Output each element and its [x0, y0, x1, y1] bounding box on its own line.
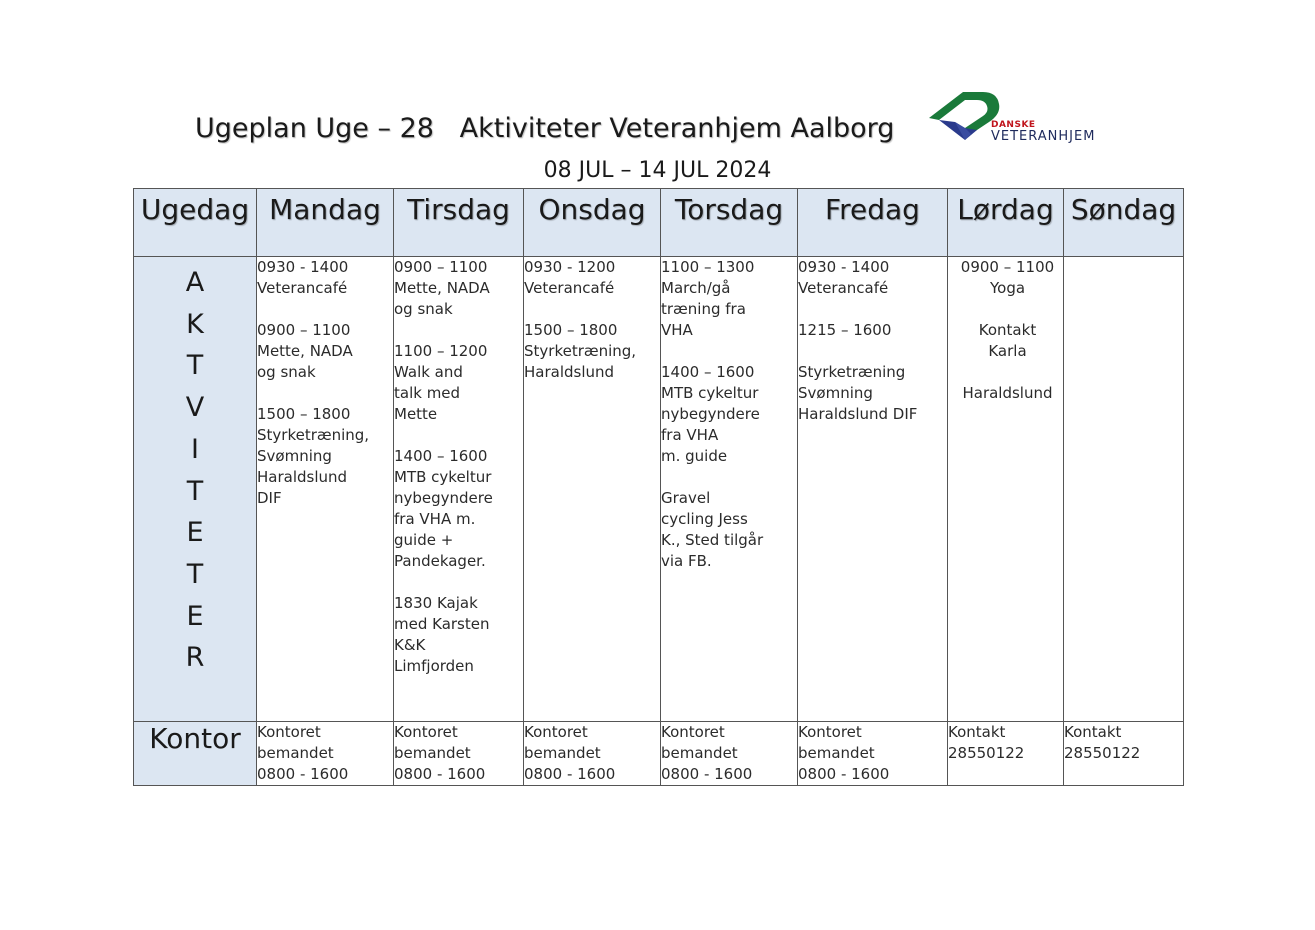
office-lordag: Kontakt 28550122 — [948, 722, 1064, 786]
activities-letter: I — [191, 433, 199, 465]
column-header-mandag: Mandag — [257, 189, 394, 257]
office-onsdag: Kontoret bemandet 0800 - 1600 — [524, 722, 661, 786]
column-header-lordag: Lørdag — [948, 189, 1064, 257]
logo-text-veteranhjem: VETERANHJEM — [991, 129, 1096, 144]
office-mandag: Kontoret bemandet 0800 - 1600 — [257, 722, 394, 786]
activities-sondag — [1064, 257, 1184, 722]
danske-veteranhjem-logo — [925, 88, 1125, 148]
office-fredag: Kontoret bemandet 0800 - 1600 — [798, 722, 948, 786]
page-title: Ugeplan Uge – 28 Aktiviteter Veteranhjem Aalborg — [195, 113, 895, 144]
column-header-tirsdag: Tirsdag — [394, 189, 524, 257]
header-row — [134, 189, 1184, 257]
activities-letter: E — [186, 517, 204, 549]
activities-row — [134, 257, 1184, 722]
logo-text-danske: DANSKE — [991, 120, 1036, 130]
activities-tirsdag: 0900 – 1100 Mette, NADA og snak 1100 – 1200 Walk and talk med Mette 1400 – 1600 MTB cykeltur nybegyndere fra VHA m. guide + Pandekager. 1830 Kajak med Karsten K&K Limfjorden — [394, 257, 524, 722]
activities-letter: T — [186, 475, 204, 507]
activities-lordag: 0900 – 1100 Yoga Kontakt Karla Haraldslund — [948, 257, 1064, 722]
activities-letter: T — [186, 558, 204, 590]
office-tirsdag: Kontoret bemandet 0800 - 1600 — [394, 722, 524, 786]
office-row — [134, 722, 1184, 786]
column-header-ugedag: Ugedag — [134, 189, 257, 257]
office-sondag: Kontakt 28550122 — [1064, 722, 1184, 786]
activities-fredag: 0930 - 1400 Veterancafé 1215 – 1600 Styrketræning Svømning Haraldslund DIF — [798, 257, 948, 722]
date-range: 08 JUL – 14 JUL 2024 — [543, 158, 772, 183]
office-torsdag: Kontoret bemandet 0800 - 1600 — [661, 722, 798, 786]
activities-letter: T — [186, 350, 204, 382]
column-header-torsdag: Torsdag — [661, 189, 798, 257]
activities-letter: K — [186, 308, 204, 340]
activities-letter: A — [185, 267, 205, 298]
activities-onsdag: 0930 - 1200 Veterancafé 1500 – 1800 Styrketræning, Haraldslund — [524, 257, 661, 722]
activities-torsdag: 1100 – 1300 March/gå træning fra VHA 1400 – 1600 MTB cykeltur nybegyndere fra VHA m. guide Gravel cycling Jess K., Sted tilgår via FB. — [661, 257, 798, 722]
activities-letter: E — [186, 600, 204, 632]
column-header-onsdag: Onsdag — [524, 189, 661, 257]
activities-row-label — [134, 257, 257, 722]
office-row-label: Kontor — [134, 722, 257, 786]
weekly-schedule-table — [133, 188, 1184, 786]
activities-letter: V — [185, 392, 205, 424]
activities-mandag: 0930 - 1400 Veterancafé 0900 – 1100 Mette, NADA og snak 1500 – 1800 Styrketræning, Svømning Haraldslund DIF — [257, 257, 394, 722]
activities-letter: R — [185, 642, 205, 674]
column-header-sondag: Søndag — [1064, 189, 1184, 257]
column-header-fredag: Fredag — [798, 189, 948, 257]
